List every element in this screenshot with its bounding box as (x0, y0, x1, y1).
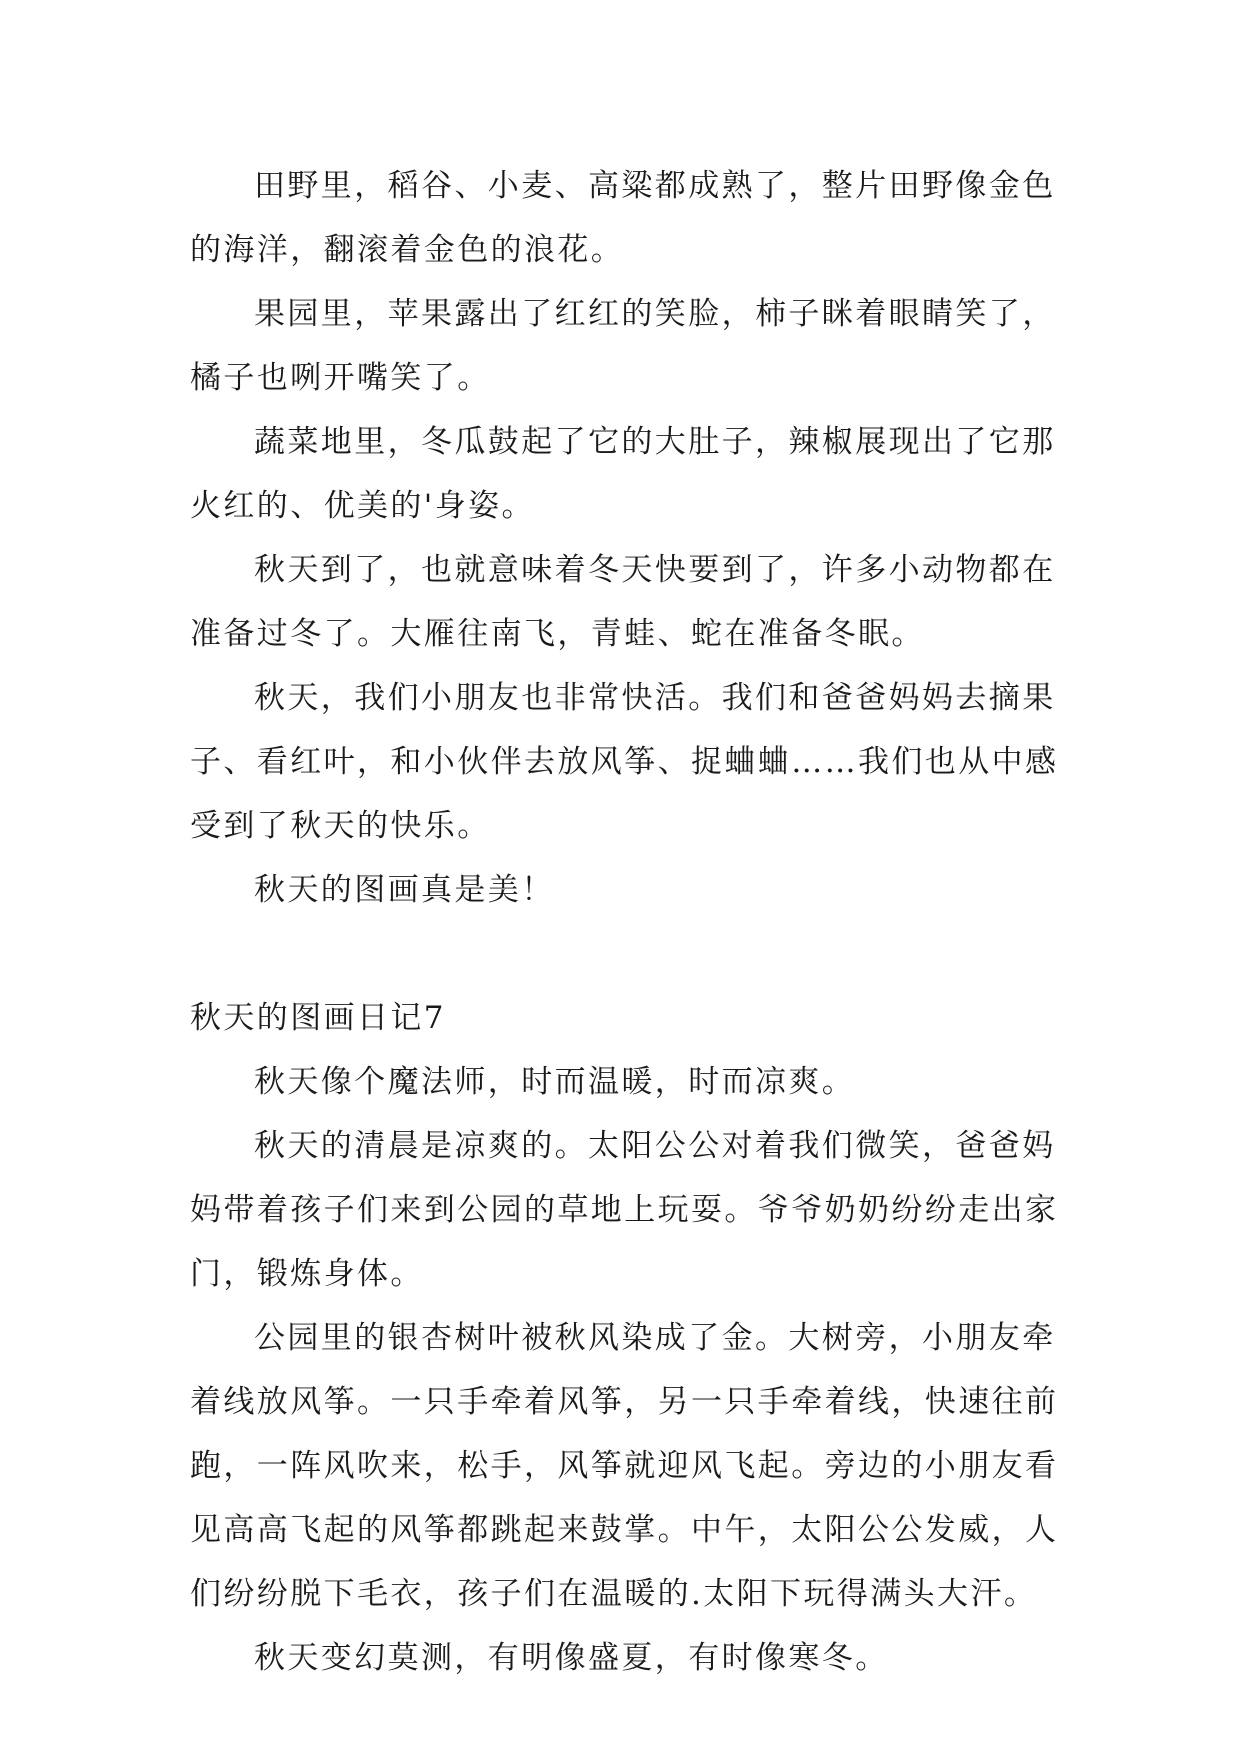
paragraph-line: 秋天变幻莫测，有明像盛夏，有时像寒冬。 (254, 1640, 889, 1676)
paragraph-line: 准备过冬了。大雁往南飞，青蛙、蛇在准备冬眠。 (190, 616, 925, 652)
paragraph-line: 门，锻炼身体。 (190, 1256, 424, 1292)
paragraph-line: 公园里的银杏树叶被秋风染成了金。大树旁，小朋友牵 (254, 1320, 1056, 1356)
paragraph-line: 子、看红叶，和小伙伴去放风筝、捉蛐蛐……我们也从中感 (190, 744, 1059, 780)
paragraph-line: 秋天到了，也就意味着冬天快要到了，许多小动物都在 (254, 552, 1056, 588)
paragraph-line: 秋天的图画真是美！ (254, 872, 555, 908)
paragraph-line: 的海洋，翻滚着金色的浪花。 (190, 232, 625, 268)
paragraph-line: 见高高飞起的风筝都跳起来鼓掌。中午，太阳公公发威，人 (190, 1512, 1059, 1548)
paragraph-line: 火红的、优美的'身姿。 (190, 488, 535, 524)
paragraph-line: 蔬菜地里，冬瓜鼓起了它的大肚子，辣椒展现出了它那 (254, 424, 1056, 460)
paragraph-line: 们纷纷脱下毛衣，孩子们在温暖的.太阳下玩得满头大汗。 (190, 1576, 1038, 1612)
paragraph-line: 果园里，苹果露出了红红的笑脸，柿子眯着眼睛笑了， (254, 296, 1056, 332)
section-title: 秋天的图画日记7 (190, 1000, 446, 1036)
paragraph-line: 着线放风筝。一只手牵着风筝，另一只手牵着线，快速往前 (190, 1384, 1059, 1420)
paragraph-line: 跑，一阵风吹来，松手，风筝就迎风飞起。旁边的小朋友看 (190, 1448, 1059, 1484)
paragraph-line: 受到了秋天的快乐。 (190, 808, 491, 844)
paragraph-line: 妈带着孩子们来到公园的草地上玩耍。爷爷奶奶纷纷走出家 (190, 1192, 1059, 1228)
paragraph-line: 秋天的清晨是凉爽的。太阳公公对着我们微笑，爸爸妈 (254, 1128, 1056, 1164)
paragraph-line: 橘子也咧开嘴笑了。 (190, 360, 491, 396)
paragraph-line: 秋天，我们小朋友也非常快活。我们和爸爸妈妈去摘果 (254, 680, 1056, 716)
paragraph-line: 秋天像个魔法师，时而温暖，时而凉爽。 (254, 1064, 856, 1100)
paragraph-line: 田野里，稻谷、小麦、高粱都成熟了，整片田野像金色 (254, 168, 1056, 204)
